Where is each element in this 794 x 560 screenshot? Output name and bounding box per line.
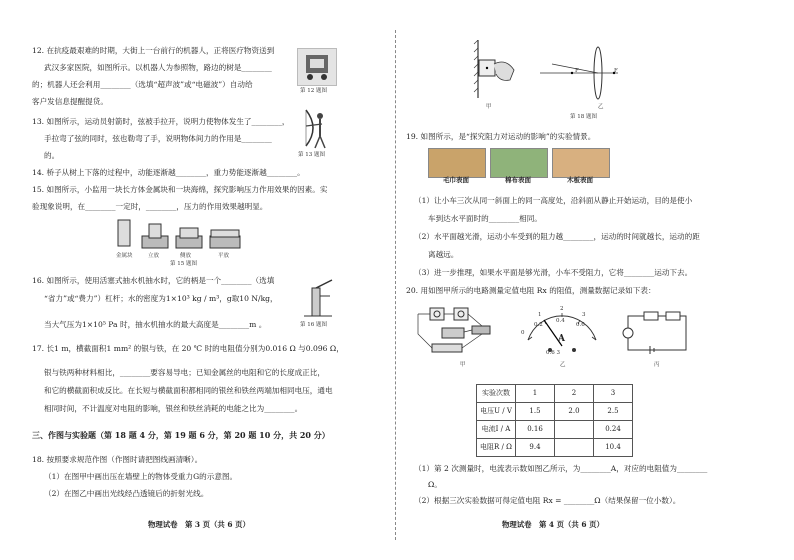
q19-p1a: （1）让小车三次从同一斜面上的同一高度处，沿斜面从静止开始运动，目的是使小: [414, 196, 693, 205]
meter-tick-2: 2: [560, 306, 564, 312]
circuit-apparatus-icon: [412, 304, 492, 356]
q20-s2: （2）根据三次实验数据可得定值电阻 Rx = ________Ω（结果保留一位小数）。: [414, 496, 681, 505]
q14-text: 14. 桥子从树上下落的过程中，动能逐渐越________，重力势能逐渐越________。: [32, 168, 305, 177]
q15-line1: 15. 如图所示，小监用一块长方体金属块和一块海绵，探究影响压力作用效果的因素。实: [32, 185, 328, 194]
archer-figure: [300, 106, 334, 150]
meter-sub-tick-3: 0.6: [576, 322, 585, 328]
circuit-photo-jia: [412, 304, 492, 356]
fig18-label-a: 甲: [486, 104, 492, 110]
fig18-drawings: [470, 40, 620, 106]
q12-fig-caption: 第 12 题图: [300, 88, 327, 94]
q20-s1a: （1）第 2 次测量时，电流表示数如图乙所示，为________A，对应的电阻值为________: [414, 464, 708, 473]
table-row: [477, 439, 633, 457]
q16-line1: 16. 如图所示，使用活塞式抽水机抽水时，它的柄是一个________（选填: [32, 276, 275, 285]
right-footer: 物理试卷 第 4 页（共 6 页）: [502, 520, 604, 529]
q15-label-side: 侧放: [180, 253, 192, 259]
q15-label-upright: 立放: [148, 253, 160, 259]
archer-icon: [300, 106, 334, 150]
q12-line2: 武汉多家医院，如图所示。以机器人为参照物，路边的树是________: [44, 63, 272, 72]
q13-fig-caption: 第 13 题图: [298, 152, 325, 158]
panel-label-wood: 木板表面: [567, 176, 593, 184]
table-cell: 2.5: [594, 403, 633, 421]
q15-line2: 验现象说明，在________一定时，________，压力的作用效果越明显。: [32, 202, 268, 211]
table-header-row: [477, 385, 633, 403]
robot-icon: [298, 49, 336, 85]
fig20-label-a: 甲: [460, 362, 466, 368]
fig18-f2: F: [614, 68, 618, 74]
circuit-schematic-icon: [622, 308, 692, 356]
ammeter-dial-yi: [520, 306, 604, 354]
table-header-cell: 实验次数: [477, 385, 516, 403]
table-row: [477, 403, 633, 421]
table-cell: [555, 421, 594, 439]
panel-label-cotton: 棉布表面: [505, 176, 531, 184]
q15-label-flat: 平放: [218, 253, 230, 259]
table-cell: 电流I / A: [477, 421, 516, 439]
fig18-label-b: 乙: [598, 104, 604, 110]
table-cell: 0.24: [594, 421, 633, 439]
q16-fig-caption: 第 16 题图: [300, 322, 327, 328]
pump-figure: [300, 278, 336, 320]
q19-p2a: （2）水平面越光滑，运动小车受到的阻力越________，运动的时间就越长，运动的距: [414, 232, 700, 241]
table-header-cell: 1: [516, 385, 555, 403]
q17-line2: 银与铁两种材料相比，________要容易导电；已知金属丝的电阻和它的长度成正比，: [44, 368, 325, 377]
table-cell: 2.0: [555, 403, 594, 421]
q13-line2: 手拉弯了弦的同时，弦也勒弯了手，说明物体间力的作用是________: [44, 134, 272, 143]
left-footer: 物理试卷 第 3 页（共 6 页）: [148, 520, 250, 529]
table-cell: [555, 439, 594, 457]
table-cell: 电压U / V: [477, 403, 516, 421]
q17-line3: 和它的横截面积成反比。在长短与横截面积都相同的银丝和铁丝两端加相同电压，通电: [44, 386, 333, 395]
data-table: [476, 384, 633, 457]
sponge-experiment-figure: [116, 216, 246, 252]
table-cell: 1.5: [516, 403, 555, 421]
q19-p1b: 车到达水平面时的________相同。: [428, 214, 542, 223]
q20-s1b: Ω。: [428, 480, 442, 489]
q15-fig-caption: 第 15 题图: [170, 261, 197, 267]
meter-sub-tick-1: 0.2: [534, 322, 543, 328]
q18-line2: （1）在图甲中画出压在墙壁上的物体受重力G的示意图。: [44, 472, 238, 481]
meter-tick-3: 3: [582, 312, 586, 318]
q16-line3: 当大气压为1×10⁵ Pa 时，抽水机抽水的最大高度是________m 。: [44, 320, 267, 329]
fig18-caption: 第 18 题图: [570, 114, 597, 120]
q12-line3: 的；机器人还会利用________（选填“超声波”或“电磁波”）自动给: [32, 80, 253, 89]
meter-unit: A: [558, 334, 565, 344]
fig18-f1: F: [575, 68, 579, 74]
q19-p3: （3）进一步推理，如果水平面是够光滑，小车不受阻力，它将________运动下去。: [414, 268, 693, 277]
q17-line1: 17. 长1 m，横截面积1 mm² 的银与铁，在 20 ℃ 时的电阻值分别为0.016 Ω 与0.096 Ω，: [32, 344, 344, 353]
q13-line1: 13. 如图所示，运动员射箭时，弦被手拉开，说明力使物体发生了________，: [32, 117, 290, 126]
q19-p2b: 离越远。: [428, 250, 459, 259]
table-row: [477, 421, 633, 439]
panel-label-towel: 毛巾表面: [443, 176, 469, 184]
fig20-label-c: 丙: [654, 362, 660, 368]
q17-line4: 相同时间，不计温度对电阻的影响，银丝和铁丝消耗的电能之比为________。: [44, 404, 303, 413]
q13-line3: 的。: [44, 151, 60, 160]
q19-intro: 19. 如图所示，是“探究阻力对运动的影响”的实验情景。: [406, 132, 596, 141]
q12-line4: 客户发信息提醒提货。: [32, 97, 108, 106]
fig20-label-b: 乙: [560, 362, 566, 368]
water-pump-icon: [300, 278, 336, 320]
ammeter-icon: [520, 306, 604, 354]
table-cell: 电阻R / Ω: [477, 439, 516, 457]
q18-line3: （2）在图乙中画出光线经凸透镜后的折射光线。: [44, 489, 209, 498]
meter-sub-tick-2: 0.4: [556, 318, 565, 324]
q16-line2: “省力”或“费力”）杠杆；水的密度为1×10³ kg / m³，g取10 N/kg，: [44, 294, 278, 303]
q15-label-metal: 金属块: [116, 253, 133, 259]
wood-surface-panel: [552, 148, 610, 178]
wall-and-lens-icon: [470, 40, 620, 106]
table-cell: 0.16: [516, 421, 555, 439]
table-cell: 10.4: [594, 439, 633, 457]
table-header-cell: 3: [594, 385, 633, 403]
q18-line1: 18. 按照要求规范作图（作图时请把图线画清晰）。: [32, 455, 203, 464]
q12-line1: 12. 在抗疫最艰难的时期，大街上一台前行的机器人，正将医疗物资送到: [32, 46, 275, 55]
q20-intro: 20. 用如图甲所示的电路测量定值电阻 Rx 的阻值，测量数据记录如下表：: [406, 286, 656, 295]
robot-figure: [297, 48, 337, 86]
table-header-cell: 2: [555, 385, 594, 403]
meter-tick-0: 0: [521, 330, 525, 336]
meter-terminals: 0.6 3: [546, 350, 560, 356]
towel-surface-panel: [428, 148, 486, 178]
page-divider: [395, 30, 396, 540]
sponge-blocks-icon: [116, 216, 246, 252]
cotton-surface-panel: [490, 148, 548, 178]
circuit-diagram-bing: [622, 308, 692, 356]
meter-tick-1: 1: [538, 312, 542, 318]
table-cell: 9.4: [516, 439, 555, 457]
section3-heading: 三、作图与实验题（第 18 题 4 分，第 19 题 6 分，第 20 题 10 分，共 20 分）: [32, 430, 330, 440]
